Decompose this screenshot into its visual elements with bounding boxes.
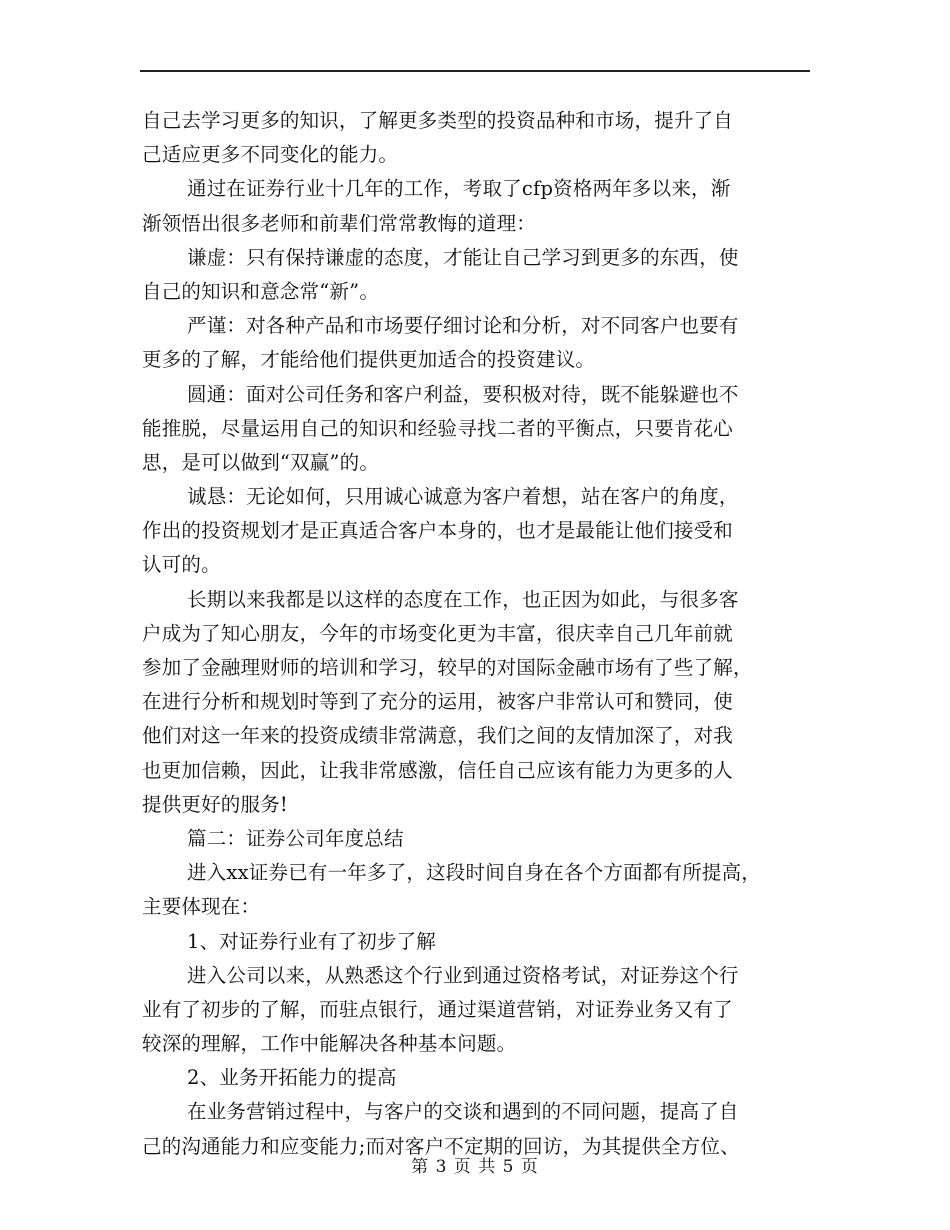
text-line: 户成为了知心朋友，今年的市场变化更为丰富，很庆幸自己几年前就	[142, 621, 734, 645]
text-line: 他们对这一年来的投资成绩非常满意，我们之间的友情加深了，对我	[142, 724, 734, 748]
text-line: 思，是可以做到“双赢”的。	[142, 450, 380, 474]
text-line: 己适应更多不同变化的能力。	[142, 143, 399, 167]
text-line: 进入公司以来，从熟悉这个行业到通过资格考试，对证券这个行	[187, 963, 739, 987]
text-line: 长期以来我都是以这样的态度在工作，也正因为如此，与很多客	[187, 587, 739, 611]
header-rule	[140, 70, 810, 72]
section-heading: 篇二：证券公司年度总结	[187, 826, 404, 850]
text-line: 己的沟通能力和应变能力;而对客户不定期的回访，为其提供全方位、	[142, 1134, 740, 1158]
text-line: 进入xx证券已有一年多了，这段时间自身在各个方面都有所提高，	[187, 861, 761, 885]
text-line: 通过在证券行业十几年的工作，考取了cfp资格两年多以来，渐	[187, 177, 731, 201]
text-line: 提供更好的服务!	[142, 792, 288, 816]
document-body	[142, 104, 814, 1164]
text-line: 认可的。	[142, 553, 221, 577]
text-line: 诚恳：无论如何，只用诚心诚意为客户着想，站在客户的角度，	[187, 485, 739, 509]
text-line: 更多的了解，才能给他们提供更加适合的投资建议。	[142, 348, 596, 372]
text-line: 圆通：面对公司任务和客户利益，要积极对待，既不能躲避也不	[187, 382, 739, 406]
text-line: 主要体现在：	[142, 895, 261, 919]
subsection-heading: 2、业务开拓能力的提高	[187, 1066, 397, 1090]
text-line: 自己去学习更多的知识，了解更多类型的投资品种和市场，提升了自	[142, 109, 734, 132]
text-line: 渐领悟出很多老师和前辈们常常教悔的道理：	[142, 211, 537, 235]
page-number-footer: 第 3 页 共 5 页	[411, 1157, 539, 1177]
text-line: 严谨：对各种产品和市场要仔细讨论和分析，对不同客户也要有	[187, 314, 739, 338]
text-line: 业有了初步的了解，而驻点银行，通过渠道营销，对证券业务又有了	[142, 997, 734, 1021]
text-line: 在进行分析和规划时等到了充分的运用，被客户非常认可和赞同，使	[142, 690, 734, 714]
text-line: 在业务营销过程中，与客户的交谈和遇到的不同问题，提高了自	[187, 1100, 739, 1124]
text-line: 较深的理解，工作中能解决各种基本问题。	[142, 1032, 517, 1056]
text-line: 能推脱，尽量运用自己的知识和经验寻找二者的平衡点，只要肯花心	[142, 416, 734, 440]
text-line: 作出的投资规划才是正真适合客户本身的，也才是最能让他们接受和	[142, 519, 734, 543]
text-line: 谦虚：只有保持谦虚的态度，才能让自己学习到更多的东西，使	[187, 245, 739, 269]
subsection-heading: 1、对证券行业有了初步了解	[187, 929, 437, 953]
text-line: 参加了金融理财师的培训和学习，较早的对国际金融市场有了些了解，	[142, 656, 753, 679]
text-line: 自己的知识和意念常“新”。	[142, 279, 380, 303]
text-line: 也更加信赖，因此，让我非常感激，信任自己应该有能力为更多的人	[142, 758, 734, 782]
